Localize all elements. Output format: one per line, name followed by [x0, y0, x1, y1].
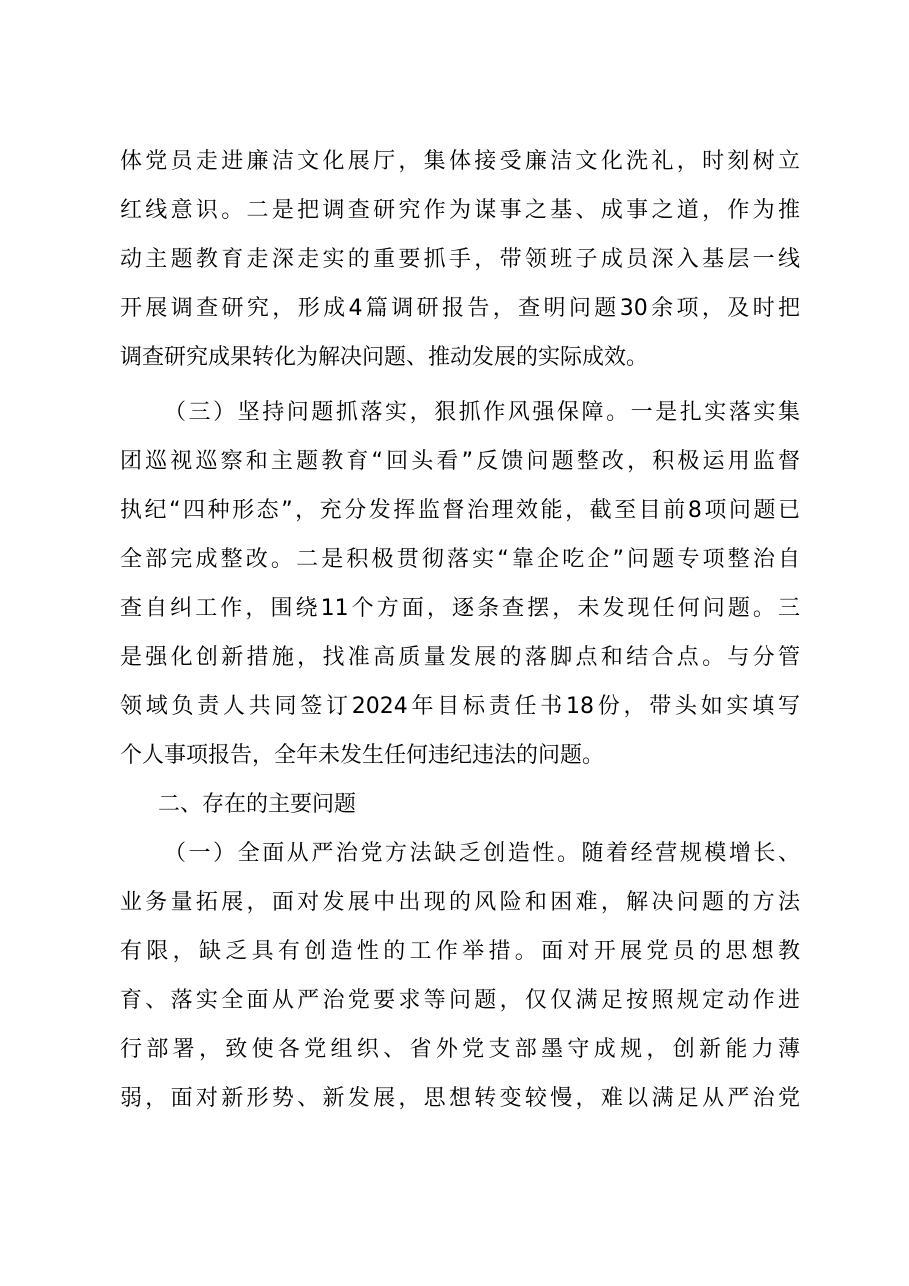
text-line: （三）坚持问题抓落实，狠抓作风强保障。一是扎实落实集	[164, 400, 800, 425]
text-line: 执纪“四种形态”，充分发挥监督治理效能，截至目前8项问题已	[120, 498, 800, 523]
text-line: （一）全面从严治党方法缺乏创造性。随着经营规模增长、	[164, 841, 800, 866]
text-line: 团巡视巡察和主题教育“回头看”反馈问题整改，积极运用监督	[120, 449, 800, 474]
text-line: 体党员走进廉洁文化展厅，集体接受廉洁文化洗礼，时刻树立	[120, 149, 800, 174]
section-heading	[120, 780, 800, 829]
heading-text: 二、存在的主要问题	[158, 792, 357, 817]
text-line: 育、落实全面从严治党要求等问题，仅仅满足按照规定动作进	[120, 988, 800, 1013]
document-body	[120, 137, 800, 1123]
text-line: 动主题教育走深走实的重要抓手，带领班子成员深入基层一线	[120, 247, 800, 272]
text-line: 行部署，致使各党组织、省外党支部墨守成规，创新能力薄	[120, 1037, 800, 1062]
text-line: 有限，缺乏具有创造性的工作举措。面对开展党员的思想教	[120, 939, 800, 964]
text-line: 查自纠工作，围绕11个方面，逐条查摆，未发现任何问题。三	[120, 596, 800, 621]
text-line: 个人事项报告，全年未发生任何违纪违法的问题。	[120, 743, 605, 768]
text-line: 领域负责人共同签订2024年目标责任书18份，带头如实填写	[120, 694, 800, 719]
paragraph	[120, 829, 800, 1123]
paragraph	[120, 137, 800, 382]
text-line: 开展调查研究，形成4篇调研报告，查明问题30余项，及时把	[120, 296, 800, 321]
text-line: 调查研究成果转化为解决问题、推动发展的实际成效。	[120, 345, 649, 370]
paragraph	[120, 388, 800, 780]
text-line: 弱，面对新形势、新发展，思想转变较慢，难以满足从严治党	[120, 1086, 800, 1111]
text-line: 红线意识。二是把调查研究作为谋事之基、成事之道，作为推	[120, 198, 800, 223]
text-line: 全部完成整改。二是积极贯彻落实“靠企吃企”问题专项整治自	[120, 547, 800, 572]
text-line: 业务量拓展，面对发展中出现的风险和困难，解决问题的方法	[120, 890, 800, 915]
text-line: 是强化创新措施，找准高质量发展的落脚点和结合点。与分管	[120, 645, 800, 670]
